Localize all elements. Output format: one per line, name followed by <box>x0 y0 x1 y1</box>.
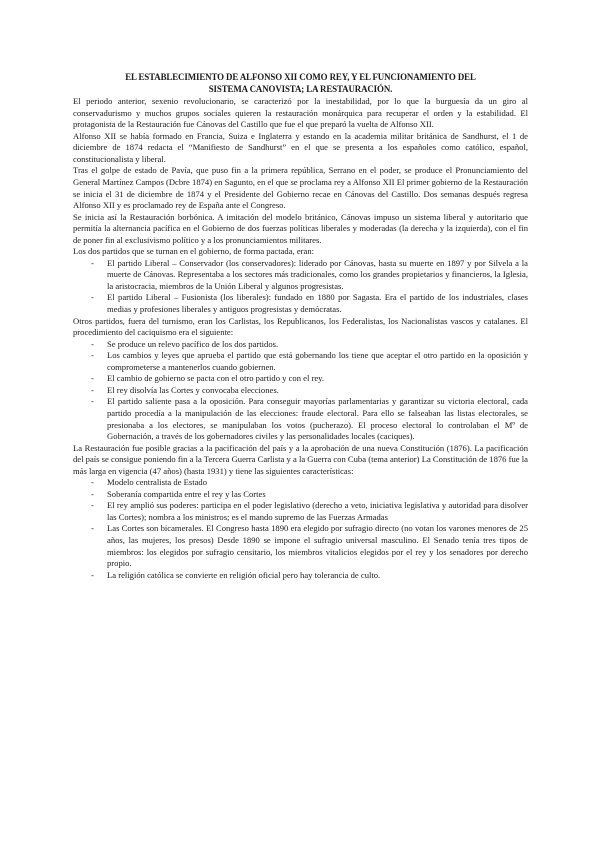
dash-bullet: - <box>91 396 94 407</box>
parties-list <box>73 258 528 316</box>
list-item-text: El partido Liberal – Conservador (los conservadores): liderado por Cánovas, hasta su muerte en 1897 y por Silvela a la muerte de Cánovas. Representaba a los sectores más tradicionales, como los grandes propietarios y financieros, la Iglesia, la aristocracia, miembros de la Unión Liberal y algunos progresistas. <box>107 257 528 291</box>
list-item <box>73 489 528 501</box>
paragraph-caciquismo-intro: Otros partidos, fuera del turnismo, eran los Carlistas, los Republicanos, los Federalistas, los Nacionalistas vascos y catalanes. El procedimiento del caciquismo era el siguiente: <box>73 315 528 338</box>
list-item-text: El rey amplió sus poderes: participa en el poder legislativo (derecho a veto, iniciativa legislativa y autoridad para disolver las Cortes); nombra a los ministros; es el mando supremo de las Fuerzas Armadas <box>107 500 528 522</box>
paragraph-alfonso-xii: Alfonso XII se había formado en Francia, Suiza e Inglaterra y estando en la academia militar británica de Sandhurst, el 1 de diciembre de 1874 redacta el “Manifiesto de Sandhurst” en el que se presenta a los españoles como católico, español, constitucionalista y liberal. <box>73 130 528 164</box>
caciquismo-list <box>73 339 528 443</box>
title-line-2: SISTEMA CANOVISTA; LA RESTAURACIÓN. <box>208 83 393 94</box>
list-item <box>73 385 528 397</box>
dash-bullet: - <box>91 569 94 580</box>
list-item-text: El partido saliente pasa a la oposición. Para conseguir mayorías parlamentarias y garantizar su victoria electoral, cada partido procedía a la manipulación de las elecciones: fraude electoral. Para ello se falseaban las listas electorales, se presionaba a los electores, se manipulaban los votos (pucherazo). El proceso electoral lo controlaban el Mº de Gobernación, a través de los gobernadores civiles y las personalidades locales (caciques). <box>107 396 528 442</box>
paragraph-pronunciamiento: Tras el golpe de estado de Pavía, que puso fin a la primera república, Serrano en el poder, se produce el Pronunciamiento del General Martínez Campos (Dcbre 1874) en Sagunto, en el que se proclama rey a Alfonso XII El primer gobierno de la Restauración se inicia el 31 de diciembre de 1874 y el Presidente del Gobierno recae en Cánovas del Castillo. Dos semanas después regresa Alfonso XII y es proclamado rey de España ante el Congreso. <box>73 165 528 211</box>
paragraph-constitucion-intro: La Restauración fue posible gracias a la pacificación del país y a la aprobación de una nueva Constitución (1876). La pacificación del país se consigue poniendo fin a la Tercera Guerra Carlista y a la Guerra con Cuba (tema anterior) La Constitución de 1876 fue la más larga en vigencia (47 años) (hasta 1931) y tiene las siguientes características: <box>73 442 528 476</box>
list-item <box>73 523 528 569</box>
list-item <box>73 350 528 373</box>
list-item-text: Los cambios y leyes que aprueba el partido que está gobernando los tiene que aceptar el otro partido en la oposición y comprometerse a mantenerlos cuando gobiernen. <box>107 350 528 372</box>
list-item-text: El partido Liberal – Fusionista (los liberales): fundado en 1880 por Sagasta. Era el partido de los industriales, clases medias y profesiones liberales y antiguos progresistas y demócratas. <box>107 292 528 315</box>
list-item <box>73 477 528 489</box>
list-item <box>73 258 528 293</box>
dash-bullet: - <box>91 373 94 384</box>
dash-bullet: - <box>91 338 94 349</box>
dash-bullet: - <box>91 292 94 303</box>
title-line-1: EL ESTABLECIMIENTO DE ALFONSO XII COMO REY, Y EL FUNCIONAMIENTO DEL <box>125 72 476 82</box>
list-item-text: La religión católica se convierte en religión oficial pero hay tolerancia de culto. <box>107 569 381 580</box>
dash-bullet: - <box>91 500 94 511</box>
list-item-text: El cambio de gobierno se pacta con el otro partido y con el rey. <box>107 373 325 384</box>
dash-bullet: - <box>91 384 94 395</box>
list-item-text: Las Cortes son bicamerales. El Congreso hasta 1890 era elegido por sufragio directo (no votan los varones menores de 25 años, las mujeres, los presos) Desde 1890 se impone el sufragio universal masculino. El Senado tenía tres tipos de miembros: los elegidos por sufragio censitario, los miembros vitalicios elegidos por el rey y los senadores por derecho propio. <box>107 523 528 569</box>
paragraph-restauracion: Se inicia así la Restauración borbónica. A imitación del modelo británico, Cánovas impuso un sistema liberal y autoritario que permitía la alternancia pacífica en el Gobierno de dos fuerzas políticas liberales y moderadas (la derecha y la izquierda), con el fin de poner fin al exclusivismo político y a los pronunciamientos militares. <box>73 211 528 245</box>
dash-bullet: - <box>91 257 94 268</box>
list-item-text: El rey disolvía las Cortes y convocaba elecciones. <box>107 384 279 395</box>
dash-bullet: - <box>91 523 94 534</box>
list-item <box>73 500 528 523</box>
paragraph-sexenio: El periodo anterior, sexenio revolucionario, se caracterizó por la inestabilidad, por lo que la burguesía da un giro al conservadurismo y muchos grupos sociales quieren la restauración monárquica para recuperar el orden y la estabilidad. El protagonista de la Restauración fue Cánovas del Castillo que fue el que preparó la vuelta de Alfonso XII. <box>73 96 528 130</box>
list-item-text: Se produce un relevo pacífico de los dos partidos. <box>107 338 279 349</box>
list-item-text: Soberanía compartida entre el rey y las Cortes <box>107 488 266 499</box>
paragraph-partidos-intro: Los dos partidos que se turnan en el gobierno, de forma pactada, eran: <box>73 246 315 257</box>
document-content <box>73 72 528 581</box>
list-item <box>73 396 528 442</box>
list-item <box>73 339 528 351</box>
list-item <box>73 570 528 582</box>
constitution-list <box>73 477 528 581</box>
list-item <box>73 373 528 385</box>
dash-bullet: - <box>91 350 94 361</box>
list-item-text: Modelo centralista de Estado <box>107 477 207 488</box>
document-title <box>73 72 528 95</box>
dash-bullet: - <box>91 488 94 499</box>
list-item <box>73 292 528 315</box>
dash-bullet: - <box>91 477 94 488</box>
